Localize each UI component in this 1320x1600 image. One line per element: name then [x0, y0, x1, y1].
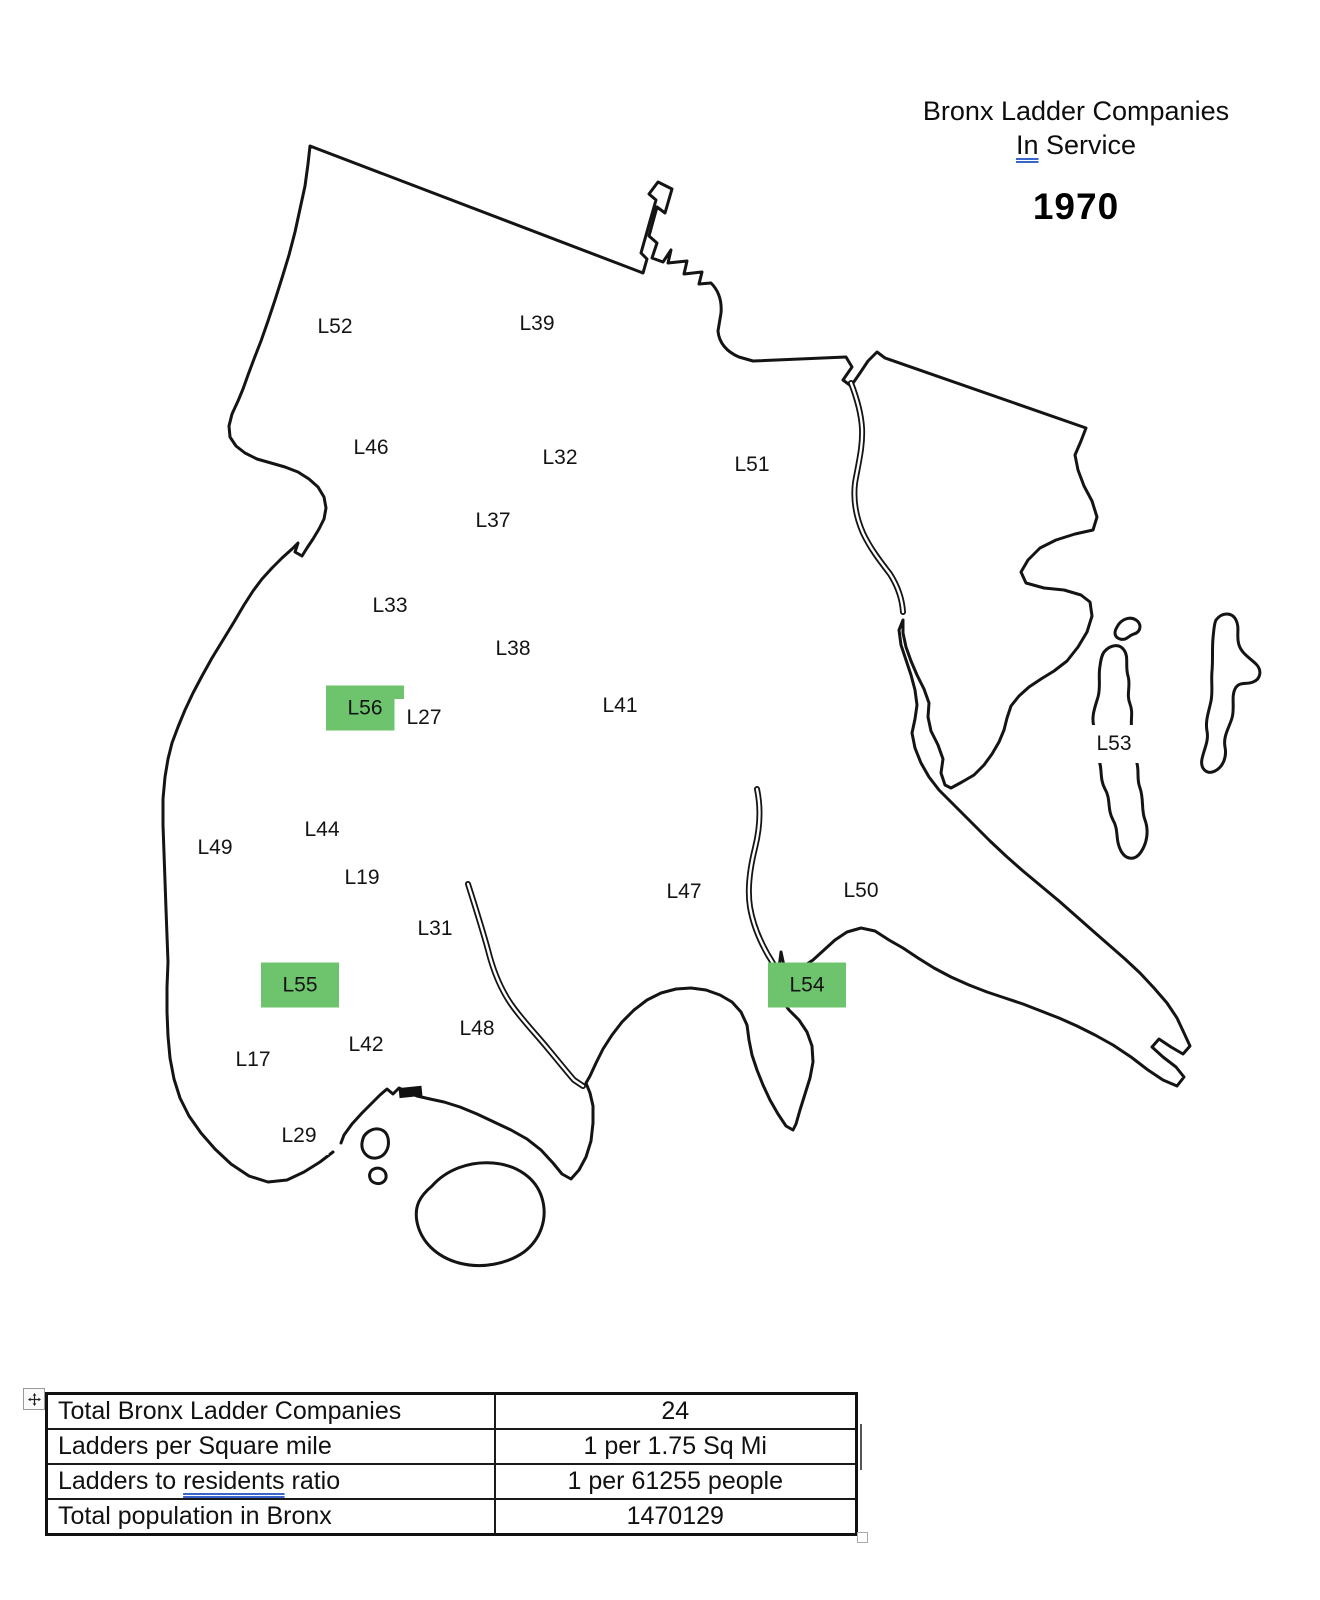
bronx-river — [468, 884, 583, 1086]
map-label-L37: L37 — [463, 502, 522, 540]
hutchinson-river — [851, 383, 903, 612]
stats-row-2-label[interactable] — [47, 1464, 495, 1499]
map-label-L41: L41 — [590, 687, 649, 725]
map-label-L38: L38 — [483, 630, 542, 668]
stats-row-3-value[interactable]: 1470129 — [495, 1499, 857, 1535]
title-block — [900, 94, 1252, 228]
bronx-outline — [163, 146, 1190, 1182]
map-label-L49: L49 — [185, 829, 244, 867]
map-label-L27: L27 — [394, 699, 453, 737]
map-label-L19: L19 — [332, 859, 391, 897]
stats-row-1-label[interactable] — [47, 1429, 495, 1464]
small-island-north — [362, 1129, 389, 1158]
title-year: 1970 — [1032, 186, 1120, 227]
westchester-creek — [749, 789, 780, 975]
text-part: Ladders per Square mile — [58, 1432, 332, 1460]
chimney-sweeps-island — [1115, 618, 1140, 639]
map-label-L31: L31 — [405, 910, 464, 948]
table-resize-handle[interactable] — [857, 1532, 868, 1543]
map-label-L46: L46 — [341, 429, 400, 467]
map-label-L44: L44 — [292, 811, 351, 849]
map-label-L48: L48 — [447, 1010, 506, 1048]
stats-row-1 — [47, 1429, 857, 1464]
map-label-L55: L55 — [261, 963, 339, 1008]
text-part: ratio — [284, 1467, 341, 1495]
stats-row-0-label[interactable] — [47, 1394, 495, 1430]
text-part: Service — [1038, 130, 1137, 160]
stats-row-0 — [47, 1394, 857, 1430]
stats-row-3 — [47, 1499, 857, 1535]
rikers-island — [416, 1163, 544, 1266]
map-label-L33: L33 — [360, 587, 419, 625]
hart-island — [1202, 614, 1260, 772]
stats-row-3-label[interactable] — [47, 1499, 495, 1535]
map-label-L53: L53 — [1084, 725, 1143, 763]
map-label-L51: L51 — [722, 446, 781, 484]
text-part: Total Bronx Ladder Companies — [58, 1397, 402, 1425]
map-label-L56: L56 — [326, 686, 404, 731]
table-move-handle-icon[interactable] — [23, 1388, 45, 1410]
four-way-arrow-icon — [28, 1393, 41, 1406]
stats-row-0-value[interactable]: 24 — [495, 1394, 857, 1430]
map-label-L32: L32 — [530, 439, 589, 477]
grammar-underlined-text: residents — [183, 1467, 285, 1495]
map-label-L39: L39 — [507, 305, 566, 343]
map-label-L47: L47 — [654, 873, 713, 911]
map-label-L42: L42 — [336, 1026, 395, 1064]
small-island-south — [370, 1168, 387, 1183]
map-label-L52: L52 — [305, 308, 364, 346]
text-part: Ladders to — [58, 1467, 184, 1495]
text-cursor — [860, 1424, 862, 1470]
map-label-L54: L54 — [768, 963, 846, 1008]
stats-row-1-value[interactable]: 1 per 1.75 Sq Mi — [495, 1429, 857, 1464]
stats-row-2 — [47, 1464, 857, 1499]
page-title: Bronx Ladder Companies — [922, 96, 1230, 126]
map-label-L29: L29 — [269, 1117, 328, 1155]
map-label-L50: L50 — [831, 872, 890, 910]
map-label-L17: L17 — [223, 1041, 282, 1079]
stats-row-2-value[interactable]: 1 per 61255 people — [495, 1464, 857, 1499]
text-part: Total population in Bronx — [58, 1502, 332, 1530]
page-subtitle — [900, 128, 1252, 162]
grammar-underlined-text: In — [1015, 130, 1039, 160]
stats-table — [45, 1392, 858, 1536]
